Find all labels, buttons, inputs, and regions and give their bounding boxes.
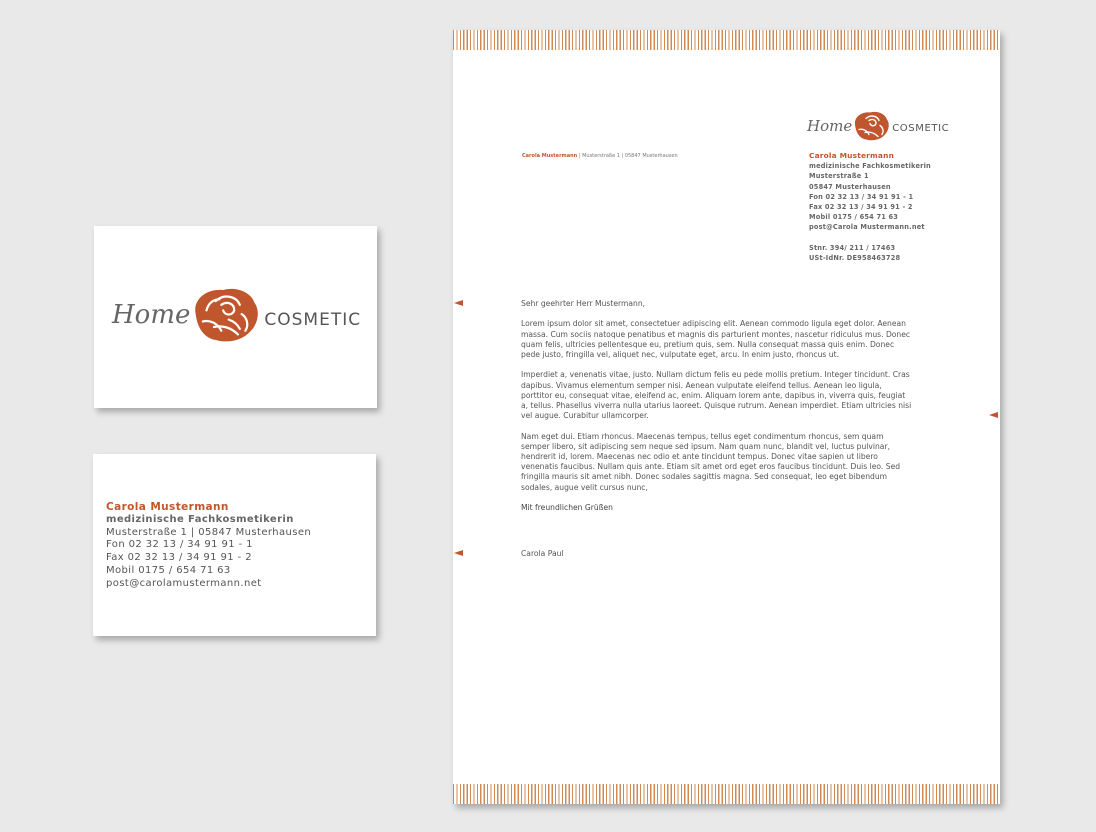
contact-fax: Fax 02 32 13 / 34 91 91 - 2: [809, 203, 913, 212]
fold-mark-icon: [454, 300, 463, 306]
logo-home-text: Home: [807, 117, 853, 135]
card-title: medizinische Fachkosmetikerin: [106, 513, 294, 525]
contact-ust: USt-IdNr. DE958463728: [809, 253, 901, 262]
card-address: Musterstraße 1 | 05847 Musterhausen: [106, 526, 312, 538]
letterhead-contact-block: [809, 151, 931, 263]
letter-body: [521, 299, 913, 559]
contact-mobil: Mobil 0175 / 654 71 63: [809, 213, 899, 222]
contact-city: 05847 Musterhausen: [809, 182, 891, 191]
sender-address: | Musterstraße 1 | 05847 Musterhausen: [577, 153, 678, 159]
paragraph-3: Nam eget dui. Etiam rhoncus. Maecenas tempus, tellus eget condimentum rhoncus, sem quam semper libero, sit adipiscing sem neque sed ipsum. Nam quam nunc, blandit vel, luctus pulvinar, hendrerit id, lorem. Maecenas nec odio et ante tincidunt tempus. Donec vitae sapien ut libero venenatis faucibus. Nullam quis ante. Etiam sit amet ord eget eros faucibus tincidunt. Duis leo. Sed fringilla mauris sit amet nibh. Donec sodales sagittis magna. Sed consequat, leo eget bibendum sodales, augue velit cursus nunc,: [521, 431, 901, 492]
top-stripe-border: [453, 30, 1000, 50]
sender-return-line: [522, 153, 678, 159]
closing: Mit freundlichen Grüßen: [521, 503, 613, 512]
card-contact-info: [106, 501, 311, 591]
paragraph-1: Lorem ipsum dolor sit amet, consectetuer adipiscing elit. Aenean commodo ligula eget dolor. Aenean massa. Cum sociis natoque penatibus et magnis dis parturient montes, nascetur ridiculus mus. Donec quam felis, ultricies pellentesque eu, pretium quis, sem. Nulla consequat massa quis enim. Donec pede justo, fringilla vel, aliquet nec, vulputate eget, arcu. In enim justo, rhoncus ut.: [521, 319, 911, 359]
card-fon: Fon 02 32 13 / 34 91 91 - 1: [106, 539, 253, 551]
letterhead-logo: [807, 108, 949, 144]
contact-fon: Fon 02 32 13 / 34 91 91 - 1: [809, 192, 914, 201]
punch-mark-icon: [454, 550, 463, 556]
bottom-stripe-border: [453, 784, 1000, 804]
fold-mark-icon: [989, 412, 998, 418]
sender-name: Carola Mustermann: [522, 153, 578, 159]
contact-title: medizinische Fachkosmetikerin: [809, 162, 931, 171]
contact-street: Musterstraße 1: [809, 172, 869, 181]
salutation: Sehr geehrter Herr Mustermann,: [521, 299, 646, 308]
card-fax: Fax 02 32 13 / 34 91 91 - 2: [106, 552, 252, 564]
contact-email: post@Carola Mustermann.net: [809, 223, 925, 232]
letterhead-page: [453, 30, 1000, 804]
brand-logo: [112, 282, 361, 348]
card-email: post@carolamustermann.net: [106, 577, 262, 589]
business-card-back: [93, 454, 376, 636]
paragraph-2: Imperdiet a, venenatis vitae, justo. Nullam dictum felis eu pede mollis pretium. Integer tincidunt. Cras dapibus. Vivamus elementum semper nisi. Aenean vulputate eleifend tellus. Aenean leo ligula, porttitor eu, consequat vitae, eleifend ac, enim. Aliquam lorem ante, dapibus in, viverra quis, feugiat a, tellus. Phasellus viverra nulla utarius laoreet. Quisque rutrum. Aenean imperdiet. Etiam ultricies nisi vel augue. Curabitur ullamcorper.: [521, 370, 912, 421]
logo-cosmetic-text: COSMETIC: [264, 310, 362, 330]
logo-home-text: Home: [112, 300, 191, 330]
signature: Carola Paul: [521, 549, 564, 559]
business-card-front: [94, 226, 377, 408]
card-name: Carola Mustermann: [106, 501, 229, 513]
rose-icon: [851, 108, 891, 144]
contact-name: Carola Mustermann: [809, 151, 895, 160]
card-mobil: Mobil 0175 / 654 71 63: [106, 564, 231, 576]
contact-stnr: Stnr. 394/ 211 / 17463: [809, 243, 896, 252]
rose-icon: [188, 282, 262, 348]
logo-cosmetic-text: COSMETIC: [892, 123, 950, 134]
